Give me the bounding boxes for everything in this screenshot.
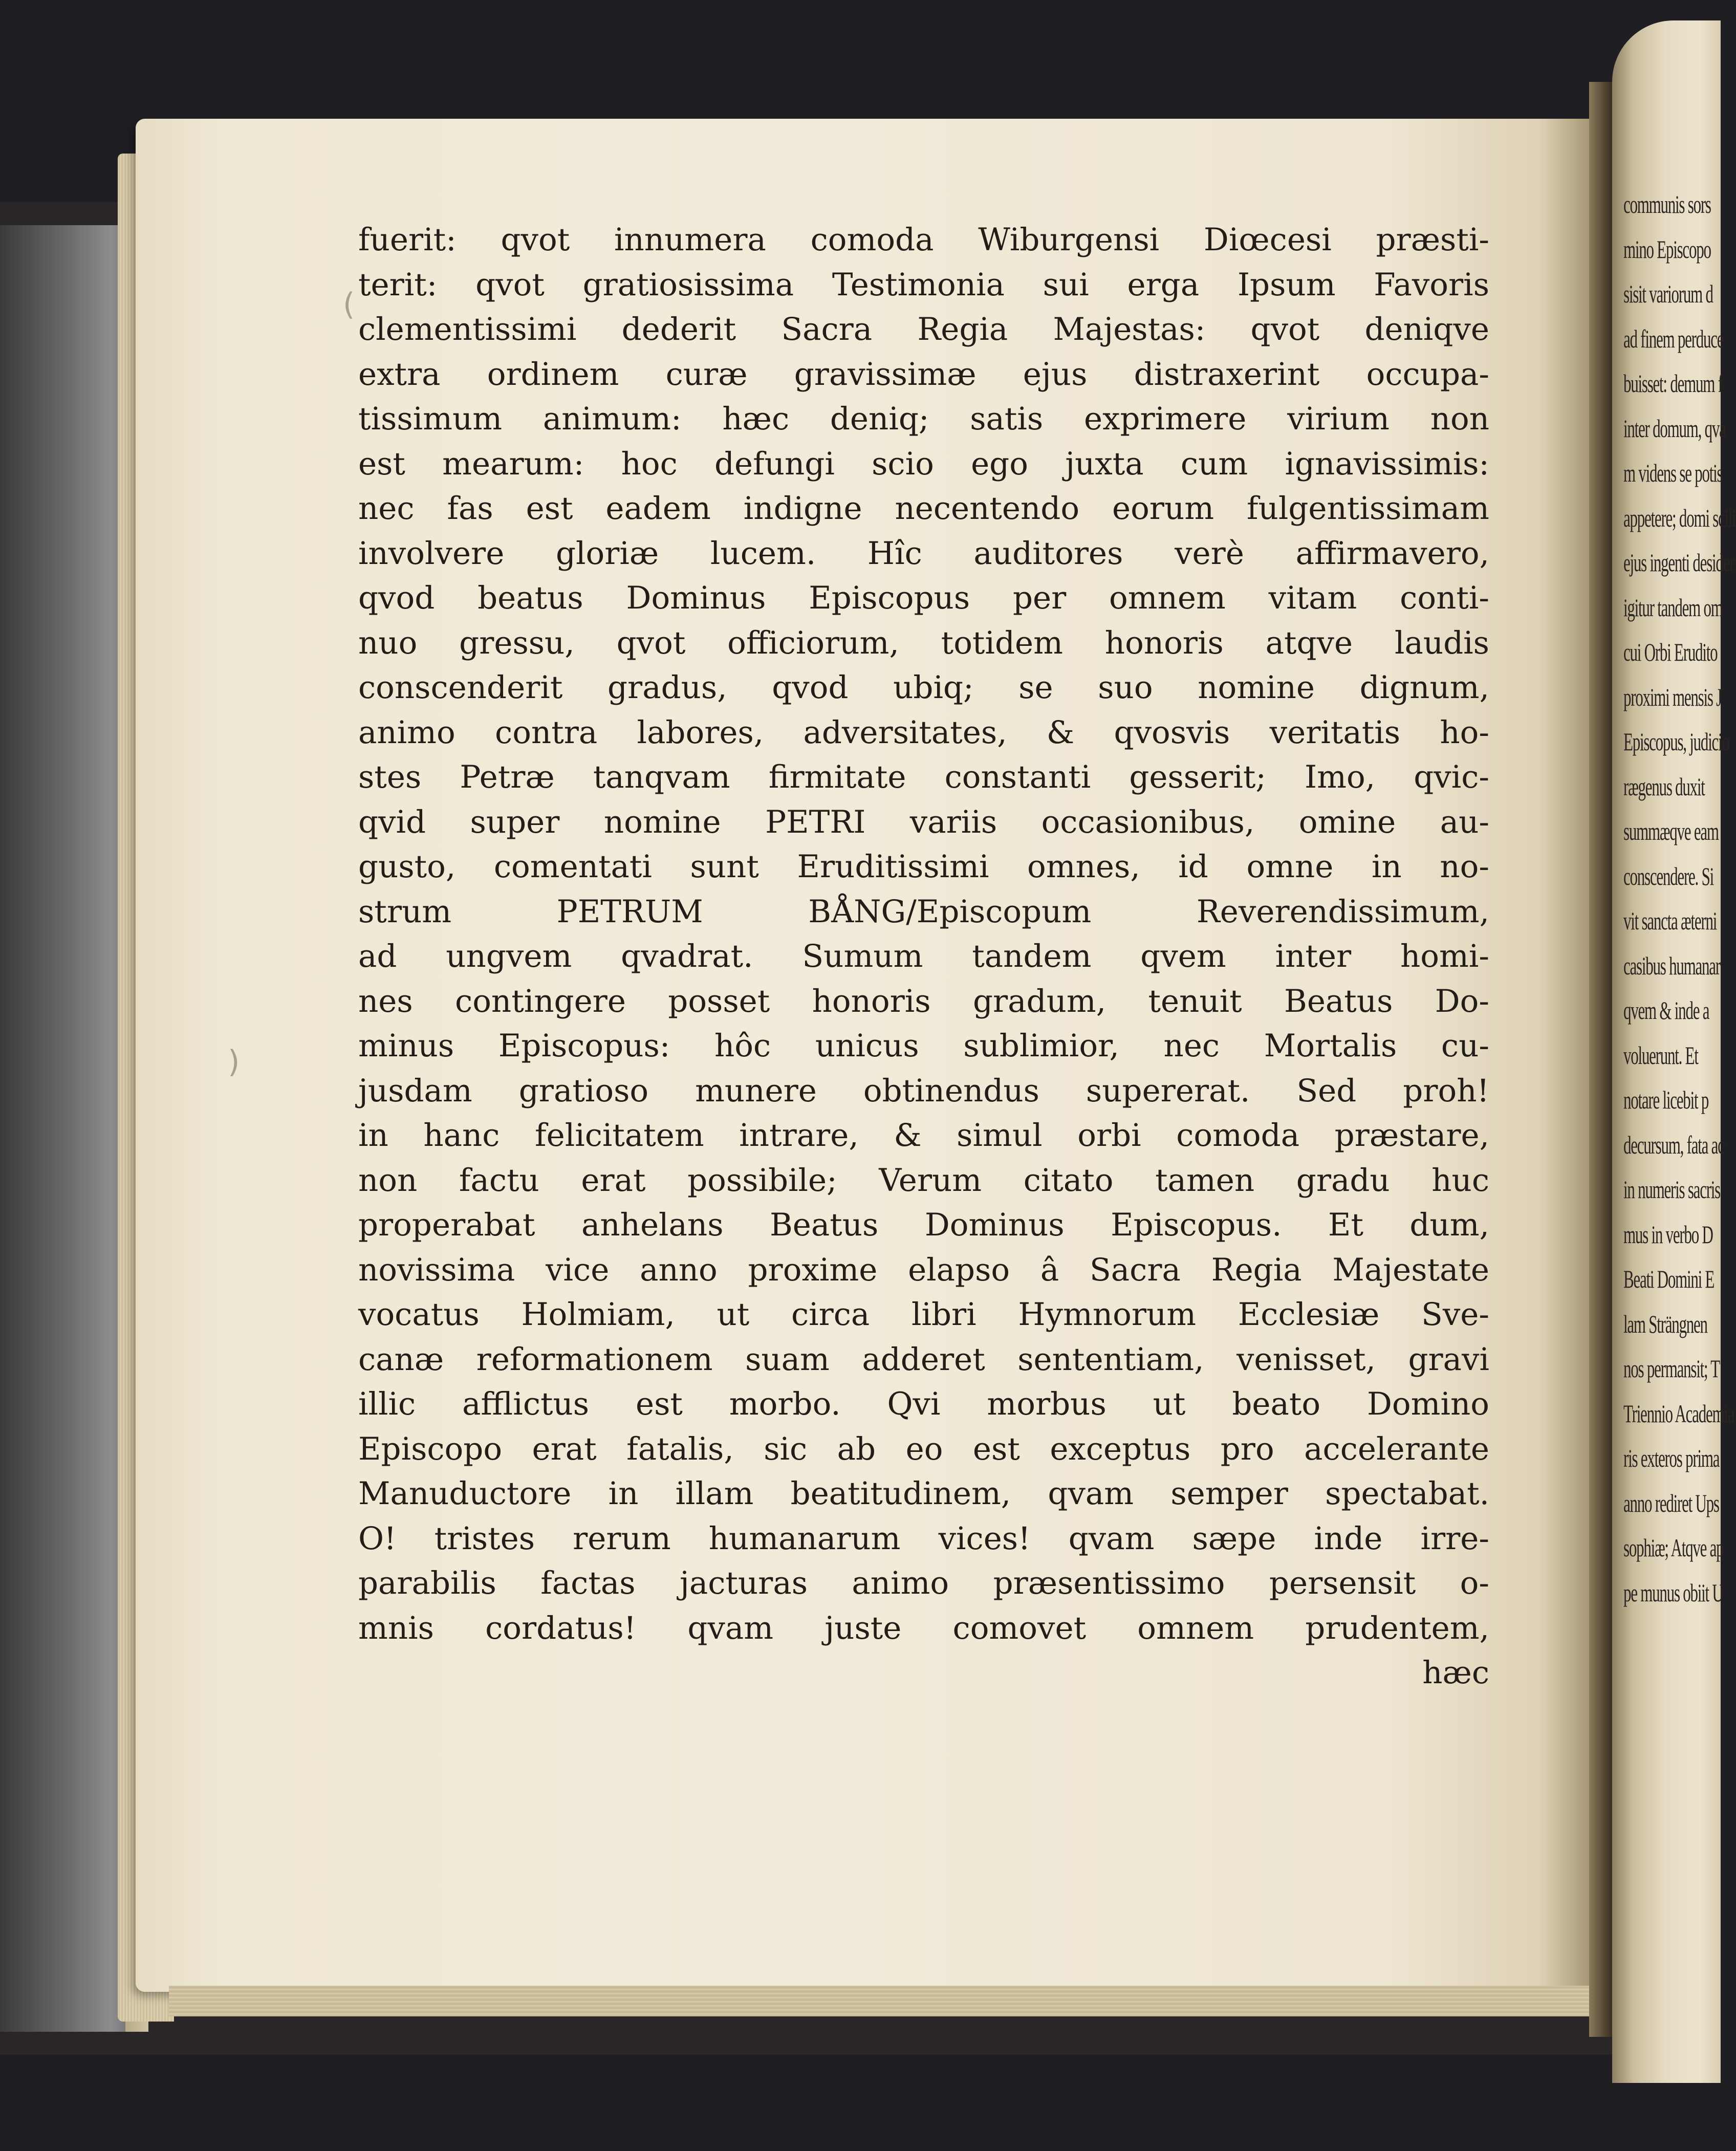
facing-page-line: proximi mensis J — [1623, 682, 1722, 711]
text-line: nuo gressu, qvot officiorum, totidem honoris atqve laudis — [358, 624, 1489, 661]
facing-page-line: Beati Domini E — [1623, 1265, 1715, 1293]
text-line: involvere gloriæ lucem. Hîc auditores verè affirmavero, — [358, 535, 1489, 572]
text-line: Manuductore in illam beatitudinem, qvam semper spectabat. — [358, 1475, 1489, 1512]
text-line: illic afflictus est morbo. Qvi morbus ut beato Domino — [358, 1386, 1489, 1422]
text-line: non factu erat possibile; Verum citato tamen gradu huc — [358, 1162, 1489, 1199]
facing-page-line: sophiæ; Atqve ap — [1623, 1533, 1724, 1562]
text-line: nec fas est eadem indigne necentendo eorum fulgentissimam — [358, 490, 1489, 527]
text-line: O! tristes rerum humanarum vices! qvam sæpe inde irre- — [358, 1520, 1489, 1557]
facing-page-line: appetere; domi scili — [1623, 503, 1736, 532]
facing-page-line: ad finem perduce — [1623, 324, 1724, 353]
facing-page-line: m videns se potis — [1623, 459, 1723, 487]
text-line: mnis cordatus! qvam juste comovet omnem prudentem, — [358, 1610, 1489, 1646]
text-line: est mearum: hoc defungi scio ego juxta cum ignavissimis: — [358, 445, 1489, 482]
page-body-text — [358, 218, 1489, 1696]
text-line: gusto, comentati sunt Eruditissimi omnes, id omne in no- — [358, 849, 1489, 885]
facing-page-line: igitur tandem om — [1623, 593, 1723, 622]
facing-page-line: qvem & inde a — [1623, 996, 1709, 1025]
text-line: properabat anhelans Beatus Dominus Episcopus. Et dum, — [358, 1207, 1489, 1243]
facing-page-line: vit sancta æterni — [1623, 906, 1717, 935]
facing-page-line: sisit variorum d — [1623, 279, 1713, 308]
text-line: animo contra labores, adversitates, & qvosvis veritatis ho- — [358, 714, 1489, 751]
text-line: qvid super nomine PETRI variis occasionibus, omine au- — [358, 803, 1489, 840]
recto-page-edge — [1612, 20, 1736, 2083]
facing-page-line: anno rediret Ups — [1623, 1488, 1719, 1517]
facing-page-line: decursum, fata ac — [1623, 1130, 1724, 1159]
facing-page-line: communis sors — [1623, 190, 1711, 219]
facing-page-line: ejus ingenti desider — [1623, 548, 1734, 577]
facing-page-line: lam Strängnen — [1623, 1309, 1707, 1338]
text-line: tissimum animum: hæc deniq; satis exprimere virium non — [358, 401, 1489, 437]
text-line: ad ungvem qvadrat. Sumum tandem qvem inter homi- — [358, 938, 1489, 974]
facing-page-line: in numeris sacris — [1623, 1175, 1720, 1204]
text-line: jusdam gratioso munere obtinendus supererat. Sed proh! — [358, 1072, 1489, 1109]
text-line: extra ordinem curæ gravissimæ ejus distraxerint occupa- — [358, 356, 1489, 393]
bleed-through-text — [368, 1714, 1484, 1755]
margin-mark: ) — [228, 1044, 240, 1080]
page-bottom-edge — [169, 1986, 1597, 2016]
text-line: minus Episcopus: hôc unicus sublimior, nec Mortalis cu- — [358, 1028, 1489, 1064]
facing-page-line: casibus humanar — [1623, 951, 1720, 980]
facing-page-line: mino Episcopo — [1623, 234, 1711, 264]
text-line: canæ reformationem suam adderet sententiam, venisset, gravi — [358, 1341, 1489, 1378]
text-line: Episcopo erat fatalis, sic ab eo est exceptus pro accelerante — [358, 1430, 1489, 1467]
text-line: clementissimi dederit Sacra Regia Majestas: qvot deniqve — [358, 311, 1489, 347]
facing-page-line: mus in verbo D — [1623, 1220, 1713, 1249]
facing-page-line: Triennio Academia — [1623, 1399, 1734, 1428]
text-line: strum PETRUM BÅNG/Episcopum Reverendissimum, — [358, 893, 1489, 930]
text-line: in hanc felicitatem intrare, & simul orbi comoda præstare, — [358, 1117, 1489, 1154]
facing-page-line: Episcopus, judicio — [1623, 727, 1729, 756]
text-line: vocatus Holmiam, ut circa libri Hymnorum Ecclesiæ Sve- — [358, 1296, 1489, 1333]
facing-page-line: notare licebit p — [1623, 1085, 1709, 1114]
margin-mark: ( — [343, 287, 355, 322]
facing-page-line: nos permansit; T — [1623, 1354, 1720, 1383]
facing-page-line: summæqve eam — [1623, 817, 1719, 845]
facing-page-line: inter domum, qva — [1623, 414, 1726, 443]
text-line: conscenderit gradus, qvod ubiq; se suo nomine dignum, — [358, 669, 1489, 706]
text-line: nes contingere posset honoris gradum, tenuit Beatus Do- — [358, 983, 1489, 1019]
facing-page-line: ris exteros prima — [1623, 1444, 1720, 1472]
catchword: hæc — [1422, 1655, 1489, 1691]
facing-page-line: buisset: demum f — [1623, 369, 1723, 398]
facing-page-line: pe munus obiit U — [1623, 1578, 1723, 1607]
text-line: stes Petræ tanqvam firmitate constanti gesserit; Imo, qvic- — [358, 759, 1489, 795]
facing-page-line: voluerunt. Et — [1623, 1040, 1698, 1070]
text-line: parabilis factas jacturas animo præsentissimo persensit o- — [358, 1565, 1489, 1601]
facing-page-line: rægenus duxit — [1623, 772, 1705, 801]
text-line: fuerit: qvot innumera comoda Wiburgensi Diœcesi præsti- — [358, 222, 1489, 258]
facing-page-line: cui Orbi Erudito — [1623, 638, 1718, 666]
text-line: qvod beatus Dominus Episcopus per omnem vitam conti- — [358, 580, 1489, 616]
facing-page-line: conscendere. Si — [1623, 861, 1713, 890]
text-line: terit: qvot gratiosissima Testimonia sui erga Ipsum Favoris — [358, 266, 1489, 303]
text-line: novissima vice anno proxime elapso â Sacra Regia Majestate — [358, 1251, 1489, 1288]
